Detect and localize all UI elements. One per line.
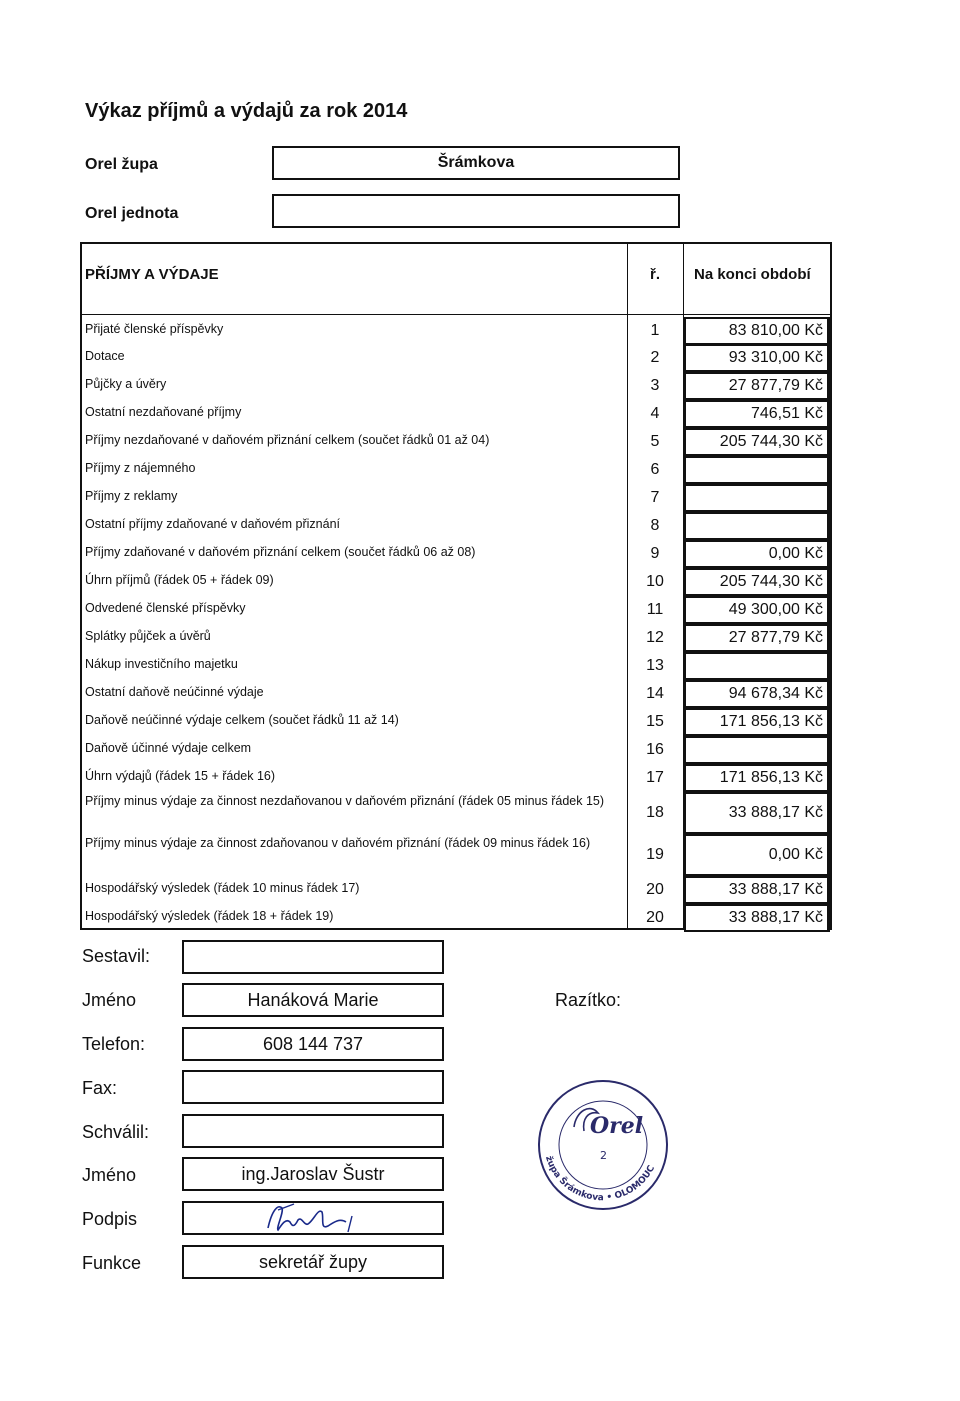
row-value-cell[interactable] [684, 652, 830, 680]
table-row [82, 596, 830, 624]
jmeno-label: Jméno [82, 990, 137, 1010]
schvalil-field[interactable] [182, 1114, 444, 1148]
table-row [82, 568, 830, 596]
table-row [82, 624, 830, 652]
row-label: Příjmy z nájemného [85, 461, 196, 475]
schvalil-label: Schválil: [82, 1122, 150, 1142]
row-number: 1 [650, 322, 660, 339]
row-number: 8 [650, 517, 660, 534]
table-row [82, 456, 830, 484]
row-label: Daňově neúčinné výdaje celkem (součet řádků 11 až 14) [85, 713, 399, 727]
jmeno-field[interactable]: ing.Jaroslav Šustr [182, 1157, 444, 1191]
row-number: 17 [646, 769, 664, 786]
row-number: 7 [650, 489, 660, 506]
row-number: 18 [646, 804, 664, 821]
header-separator [82, 314, 830, 315]
row-number: 10 [646, 573, 664, 590]
row-label: Splátky půjček a úvěrů [85, 629, 211, 643]
row-label: Úhrn příjmů (řádek 05 + řádek 09) [85, 573, 274, 587]
row-value-cell[interactable]: 171 856,13 Kč [684, 708, 830, 736]
table-row [82, 792, 830, 834]
row-number: 2 [650, 349, 660, 366]
zupa-label: Orel župa [85, 156, 158, 173]
row-number: 20 [646, 881, 664, 898]
row-value-cell[interactable]: 94 678,34 Kč [684, 680, 830, 708]
organization-stamp [528, 1075, 678, 1215]
row-label: Hospodářský výsledek (řádek 10 minus řádek 17) [85, 881, 360, 895]
telefon-field[interactable]: 608 144 737 [182, 1027, 444, 1061]
row-value-cell[interactable]: 49 300,00 Kč [684, 596, 830, 624]
row-number: 4 [650, 405, 660, 422]
row-number: 15 [646, 713, 664, 730]
row-value-cell[interactable]: 33 888,17 Kč [684, 904, 830, 932]
row-number: 20 [646, 909, 664, 926]
svg-text:župa Šrámkova • OLOMOUC: župa Šrámkova • OLOMOUC [543, 1154, 658, 1204]
row-value-cell[interactable]: 0,00 Kč [684, 540, 830, 568]
row-label: Odvedené členské příspěvky [85, 601, 246, 615]
table-row [82, 764, 830, 792]
funkce-field[interactable]: sekretář župy [182, 1245, 444, 1279]
row-number: 12 [646, 629, 664, 646]
row-value-cell[interactable]: 27 877,79 Kč [684, 624, 830, 652]
row-number: 9 [650, 545, 660, 562]
fax-label: Fax: [82, 1078, 118, 1098]
report-title: Výkaz příjmů a výdajů za rok 2014 [85, 100, 408, 122]
row-number: 5 [650, 433, 660, 450]
row-label: Hospodářský výsledek (řádek 18 + řádek 19) [85, 909, 334, 923]
handwritten-signature [248, 1198, 378, 1238]
row-label: Příjmy minus výdaje za činnost zdaňovanou v daňovém přiznání (řádek 09 minus řádek 16) [85, 836, 591, 850]
table-row [82, 736, 830, 764]
row-label: Daňově účinné výdaje celkem [85, 741, 252, 755]
table-row [82, 428, 830, 456]
row-label: Příjmy nezdaňované v daňovém přiznání celkem (součet řádků 01 až 04) [85, 433, 490, 447]
column-header-row-number: ř. [650, 266, 661, 283]
column-header-label: PŘÍJMY A VÝDAJE [85, 266, 219, 283]
table-row [82, 344, 830, 372]
table-row [82, 372, 830, 400]
row-number: 11 [646, 601, 664, 618]
fax-field[interactable] [182, 1070, 444, 1104]
table-row [82, 904, 830, 932]
table-row [82, 652, 830, 680]
row-value-cell[interactable] [684, 512, 830, 540]
row-value-cell[interactable]: 171 856,13 Kč [684, 764, 830, 792]
column-header-period-end: Na konci období [694, 266, 811, 283]
table-row [82, 834, 830, 876]
row-number: 13 [646, 657, 664, 674]
row-number: 16 [646, 741, 664, 758]
stamp-seal-icon [528, 1075, 678, 1215]
podpis-label: Podpis [82, 1209, 138, 1229]
row-value-cell[interactable]: 33 888,17 Kč [684, 792, 830, 834]
row-number: 19 [646, 846, 664, 863]
row-number: 3 [650, 377, 660, 394]
row-label: Příjmy minus výdaje za činnost nezdaňovanou v daňovém přiznání (řádek 05 minus řádek 15) [85, 794, 605, 808]
funkce-label: Funkce [82, 1253, 142, 1273]
row-number: 14 [646, 685, 664, 702]
row-value-cell[interactable] [684, 456, 830, 484]
row-value-cell[interactable]: 0,00 Kč [684, 834, 830, 876]
table-row [82, 484, 830, 512]
jmeno-label: Jméno [82, 1165, 137, 1185]
sestavil-field[interactable] [182, 940, 444, 974]
row-label: Nákup investičního majetku [85, 657, 238, 671]
row-label: Přijaté členské příspěvky [85, 322, 224, 336]
row-value-cell[interactable]: 83 810,00 Kč [684, 317, 830, 345]
sestavil-label: Sestavil: [82, 946, 151, 966]
row-value-cell[interactable]: 746,51 Kč [684, 400, 830, 428]
row-label: Dotace [85, 349, 125, 363]
table-row [82, 400, 830, 428]
table-row [82, 680, 830, 708]
jednota-field[interactable] [272, 194, 680, 228]
row-value-cell[interactable]: 33 888,17 Kč [684, 876, 830, 904]
svg-text:Orel: Orel [590, 1113, 644, 1139]
row-label: Příjmy zdaňované v daňovém přiznání celkem (součet řádků 06 až 08) [85, 545, 476, 559]
telefon-label: Telefon: [82, 1034, 146, 1054]
table-row [82, 708, 830, 736]
svg-text:2: 2 [600, 1149, 607, 1162]
row-value-cell[interactable]: 205 744,30 Kč [684, 428, 830, 456]
zupa-field[interactable]: Šrámkova [272, 146, 680, 180]
jmeno-field[interactable]: Hanáková Marie [182, 983, 444, 1017]
signature-field[interactable] [182, 1201, 444, 1235]
row-value-cell[interactable] [684, 736, 830, 764]
table-row [82, 540, 830, 568]
income-expense-table [80, 242, 832, 930]
row-label: Úhrn výdajů (řádek 15 + řádek 16) [85, 769, 276, 783]
row-value-cell[interactable]: 205 744,30 Kč [684, 568, 830, 596]
row-number: 6 [650, 461, 660, 478]
row-value-cell[interactable]: 93 310,00 Kč [684, 344, 830, 372]
jednota-label: Orel jednota [85, 205, 179, 222]
row-label: Příjmy z reklamy [85, 489, 178, 503]
row-label: Ostatní daňově neúčinné výdaje [85, 685, 264, 699]
row-label: Půjčky a úvěry [85, 377, 167, 391]
row-value-cell[interactable]: 27 877,79 Kč [684, 372, 830, 400]
table-row [82, 512, 830, 540]
row-label: Ostatní nezdaňované příjmy [85, 405, 242, 419]
table-row [82, 317, 830, 345]
row-value-cell[interactable] [684, 484, 830, 512]
row-label: Ostatní příjmy zdaňované v daňovém přiznání [85, 517, 340, 531]
stamp-label: Razítko: [555, 990, 622, 1010]
table-row [82, 876, 830, 904]
